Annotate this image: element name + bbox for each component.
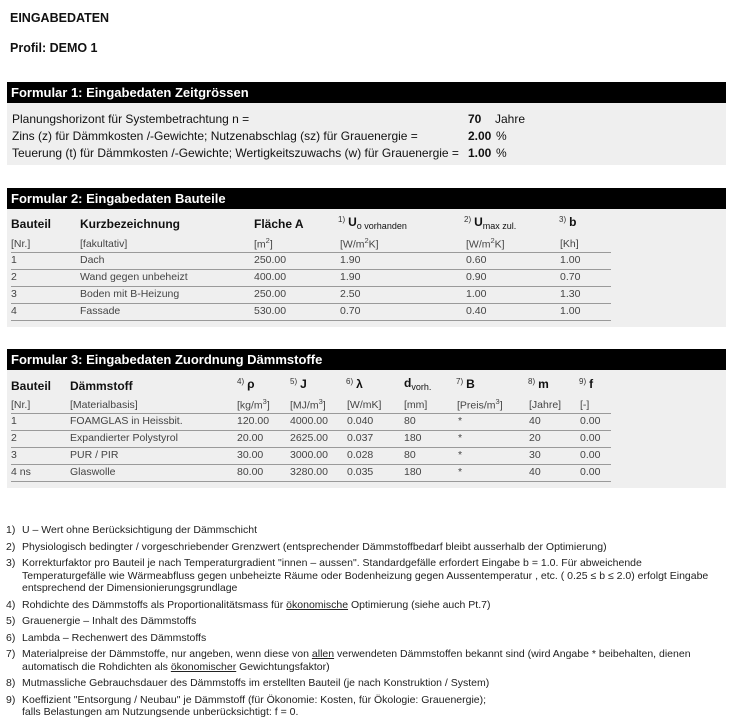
footnote-text: U – Wert ohne Berücksichtigung der Dämmschicht xyxy=(22,524,257,536)
footnote-text: Korrekturfaktor pro Bauteil je nach Temperaturgradient "innen – aussen". Standardgefälle erfordert Eingabe b = 1.0. Für abweichende Temperaturgefälle wie Wärmeabfluss gegen unbeheizte Räume oder Bodenheizung gegen Aussentemperatur , etc. ( 0.25 ≤ b ≤ 2.0) erfolgt Eingabe entsprechend der Dimensionierungsgrundlage xyxy=(22,557,709,594)
footnote-number: 6) xyxy=(6,631,16,644)
inflation-unit: % xyxy=(496,146,507,160)
footnote-text: Mutmassliche Gebrauchsdauer des Dämmstoffs im erstellten Bauteil (je nach Konstruktion / System) xyxy=(22,677,490,689)
table-row: 1 Dach 250.00 1.90 0.60 1.00 xyxy=(11,254,581,266)
unit-bauteil: [Nr.] xyxy=(11,238,31,250)
footnote-text: Grauenergie – Inhalt des Dämmstoffs xyxy=(22,615,197,627)
unit-flaeche: $[m^2]$ xyxy=(254,236,273,251)
col-header-f: $^{9)}$ f xyxy=(579,377,594,391)
planning-horizon-value: 70 xyxy=(468,112,482,126)
unit-b: $[Preis/m^3]$ xyxy=(457,397,503,412)
inflation-label: Teuerung (t) für Dämmkosten /-Gewichte; Wertigkeitszuwachs (w) für Grauenergie = xyxy=(12,146,459,160)
footnotes xyxy=(6,524,726,723)
unit-b: [Kh] xyxy=(560,238,579,250)
unit-daemmstoff: [Materialbasis] xyxy=(70,399,138,411)
table-row: 3 PUR / PIR 30.00 3000.00 0.028 80 * 30 0.00 xyxy=(11,449,601,461)
inflation-value: 1.00 xyxy=(468,146,492,160)
footnote-6 xyxy=(6,632,726,645)
planning-horizon-unit: Jahre xyxy=(495,112,526,126)
col-header-flaeche: Fläche A xyxy=(254,217,304,231)
footnote-3 xyxy=(6,557,726,595)
footnote-number: 2) xyxy=(6,540,16,553)
col-header-u-max: $^{2)}$ $U_{max zul.}$ xyxy=(464,215,517,231)
footnote-7 xyxy=(6,648,726,673)
formular3-header: Formular 3: Eingabedaten Zuordnung Dämmstoffe xyxy=(7,349,726,370)
unit-d: [mm] xyxy=(404,399,428,411)
interest-unit: % xyxy=(496,129,507,143)
footnote-1 xyxy=(6,524,726,537)
footnote-text: Lambda – Rechenwert des Dämmstoffs xyxy=(22,631,207,644)
unit-u-vorhanden: $[W/m^2K]$ xyxy=(340,236,379,251)
page-title: EINGABEDATEN xyxy=(10,11,110,25)
footnote-number: 3) xyxy=(6,557,16,569)
unit-f: [-] xyxy=(580,399,590,411)
unit-m: [Jahre] xyxy=(529,399,562,411)
table-row: 3 Boden mit B-Heizung 250.00 2.50 1.00 1.30 xyxy=(11,288,581,300)
col-header-u-vorhanden: $^{1)}$ $U_{o vorhanden}$ xyxy=(338,215,407,231)
col-header-b: $^{3)}$ b xyxy=(559,215,577,229)
footnote-4 xyxy=(6,599,726,612)
footnote-number: 1) xyxy=(6,524,16,536)
footnote-text: Rohdichte des Dämmstoffs als Proportionalitätsmass für ökonomische Optimierung (siehe auch Pt.7) xyxy=(22,598,491,611)
footnote-9 xyxy=(6,694,726,719)
footnote-number: 9) xyxy=(6,693,16,706)
footnote-number: 4) xyxy=(6,598,16,611)
table-row: 4 Fassade 530.00 0.70 0.40 1.00 xyxy=(11,305,581,317)
table-row: 4 ns Glaswolle 80.00 3280.00 0.035 180 * 40 0.00 xyxy=(11,466,601,478)
col-header-bauteil: Bauteil xyxy=(11,379,52,393)
footnote-5 xyxy=(6,615,726,628)
interest-value: 2.00 xyxy=(468,129,492,143)
col-header-b: $^{7)}$ B xyxy=(456,377,475,391)
formular3-body xyxy=(7,370,726,488)
unit-u-max: $[W/m^2K]$ xyxy=(466,236,505,251)
formular2-body xyxy=(7,209,726,327)
col-header-bauteil: Bauteil xyxy=(11,217,52,231)
col-header-j: $^{5)}$ J xyxy=(290,377,307,391)
unit-kurzbezeichnung: [fakultativ] xyxy=(80,238,128,250)
unit-rho: $[kg/m^3]$ xyxy=(237,397,270,412)
formular1-body xyxy=(7,103,726,165)
footnote-2 xyxy=(6,541,726,554)
table-row: 2 Wand gegen unbeheizt 400.00 1.90 0.90 0.70 xyxy=(11,271,581,283)
formular1-header: Formular 1: Eingabedaten Zeitgrössen xyxy=(7,82,726,103)
footnote-number: 7) xyxy=(6,648,16,660)
footnote-text: Materialpreise der Dämmstoffe, nur angeben, wenn diese von allen verwendeten Dämmstoffen bekannt sind (wird Angabe * beibehalten, dienen automatisch die Rohdichten als ökonomischer Gewichtungsfaktor) xyxy=(22,648,691,673)
col-header-rho: $^{4)}$ ρ xyxy=(237,377,255,391)
interest-label: Zins (z) für Dämmkosten /-Gewichte; Nutzenabschlag (sz) für Grauenergie = xyxy=(12,129,418,143)
planning-horizon-label: Planungshorizont für Systembetrachtung n = xyxy=(12,112,250,126)
footnote-number: 8) xyxy=(6,677,16,689)
footnote-8 xyxy=(6,677,726,690)
col-header-lambda: $^{6)}$ λ xyxy=(346,377,363,391)
footnote-text: Koeffizient "Entsorgung / Neubau" je Dämmstoff (für Ökonomie: Kosten, für Ökologie: Grauenergie); falls Belastungen am Nutzungsende unberücksichtigt: f = 0. xyxy=(22,693,487,718)
col-header-daemmstoff: Dämmstoff xyxy=(70,379,133,393)
unit-j: $[MJ/m^3]$ xyxy=(290,397,326,412)
footnote-text: Physiologisch bedingter / vorgeschriebender Grenzwert (entsprechender Dämmstoffbedarf bleibt ausserhalb der Optimierung) xyxy=(22,540,607,553)
col-header-d-vorh: $d_{vorh.}$ xyxy=(404,376,432,392)
col-header-m: $^{8)}$ m xyxy=(528,377,549,391)
table-row: 1 FOAMGLAS in Heissbit. 120.00 4000.00 0.040 80 * 40 0.00 xyxy=(11,415,601,427)
profile-label: Profil: DEMO 1 xyxy=(10,41,98,55)
col-header-kurzbezeichnung: Kurzbezeichnung xyxy=(80,217,181,231)
formular2-header: Formular 2: Eingabedaten Bauteile xyxy=(7,188,726,209)
unit-bauteil: [Nr.] xyxy=(11,399,31,411)
footnote-number: 5) xyxy=(6,615,16,627)
unit-lambda: [W/mK] xyxy=(347,399,382,411)
table-row: 2 Expandierter Polystyrol 20.00 2625.00 0.037 180 * 20 0.00 xyxy=(11,432,601,444)
